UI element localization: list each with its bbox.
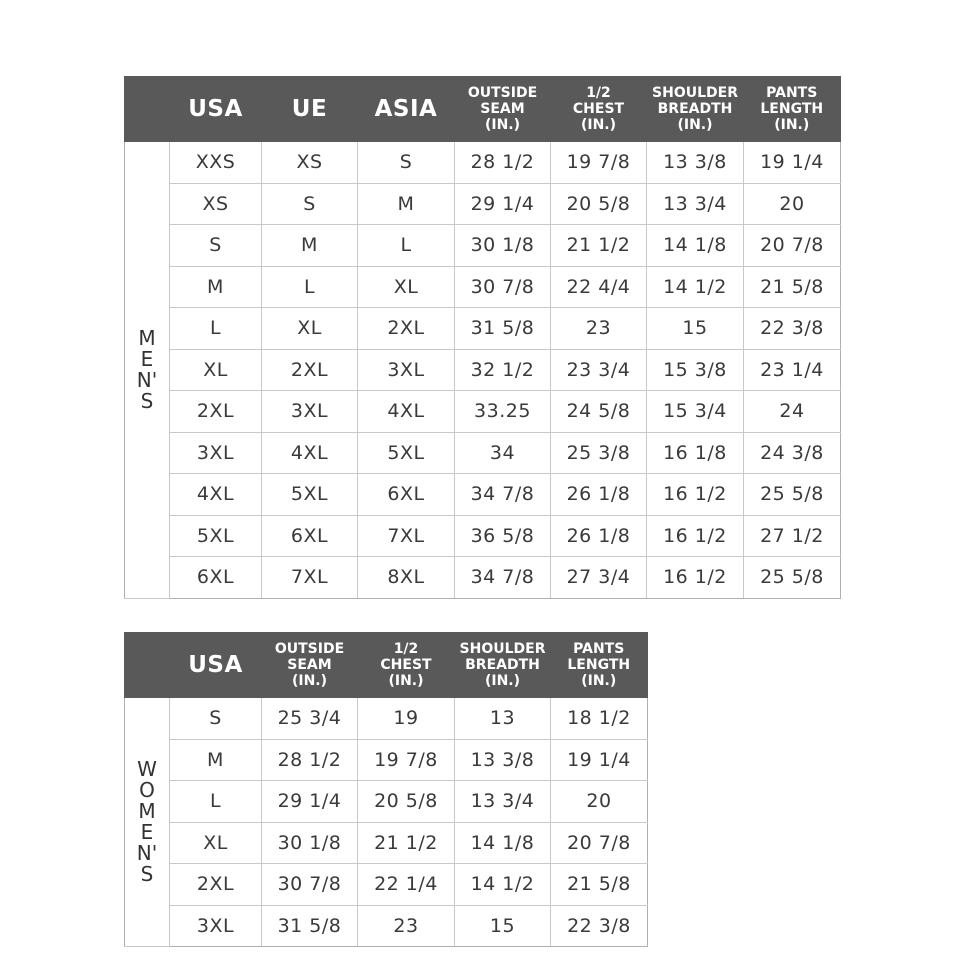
mens-table-cell: 5XL: [170, 515, 262, 557]
womens-table-cell: 20 5/8: [358, 781, 455, 823]
womens-table-cell: 13 3/8: [455, 739, 551, 781]
womens-table-cell: 30 7/8: [262, 864, 358, 906]
mens-table-cell: XL: [170, 349, 262, 391]
mens-table-cell: 2XL: [262, 349, 358, 391]
womens-table-cell: 22 1/4: [358, 864, 455, 906]
mens-table-cell: 24: [744, 391, 841, 433]
mens-table-cell: 24 3/8: [744, 432, 841, 474]
mens-size-table: [124, 76, 841, 599]
womens-table-cell: S: [170, 698, 262, 740]
womens-table-cell: 31 5/8: [262, 905, 358, 947]
mens-table-cell: 27 1/2: [744, 515, 841, 557]
mens-side-label: M E N' S: [125, 142, 170, 599]
mens-table-cell: S: [358, 142, 455, 184]
mens-header-pants-length: PANTS LENGTH (IN.): [744, 77, 841, 142]
mens-table-cell: XS: [170, 183, 262, 225]
mens-table-cell: 16 1/2: [647, 557, 744, 599]
womens-table-cell: 22 3/8: [551, 905, 648, 947]
mens-table-cell: L: [358, 225, 455, 267]
mens-table-cell: 2XL: [170, 391, 262, 433]
mens-header-ue: UE: [262, 77, 358, 142]
womens-table-row: [125, 781, 648, 823]
mens-table-cell: 25 5/8: [744, 474, 841, 516]
womens-table-cell: 21 5/8: [551, 864, 648, 906]
womens-table-cell: 18 1/2: [551, 698, 648, 740]
mens-table-cell: S: [170, 225, 262, 267]
mens-table-cell: 16 1/8: [647, 432, 744, 474]
mens-table-cell: 23 1/4: [744, 349, 841, 391]
mens-table-cell: 3XL: [358, 349, 455, 391]
womens-table-row: [125, 905, 648, 947]
womens-table-cell: 13 3/4: [455, 781, 551, 823]
mens-table-cell: M: [170, 266, 262, 308]
mens-table-cell: L: [262, 266, 358, 308]
mens-table-cell: 28 1/2: [455, 142, 551, 184]
mens-table-cell: 16 1/2: [647, 515, 744, 557]
mens-table-cell: 32 1/2: [455, 349, 551, 391]
mens-table-cell: 14 1/8: [647, 225, 744, 267]
mens-table-cell: 16 1/2: [647, 474, 744, 516]
womens-table-cell: L: [170, 781, 262, 823]
mens-table-cell: 23: [551, 308, 647, 350]
mens-table-row: [125, 266, 841, 308]
womens-table-cell: 15: [455, 905, 551, 947]
womens-header-corner: [125, 633, 170, 698]
mens-table-cell: XL: [358, 266, 455, 308]
mens-table-cell: 36 5/8: [455, 515, 551, 557]
mens-table-cell: 7XL: [358, 515, 455, 557]
womens-table-cell: 19 1/4: [551, 739, 648, 781]
mens-table-cell: 4XL: [262, 432, 358, 474]
womens-table-row: [125, 864, 648, 906]
mens-table-cell: M: [358, 183, 455, 225]
womens-table-cell: 25 3/4: [262, 698, 358, 740]
mens-table-row: [125, 142, 841, 184]
mens-table-cell: 20: [744, 183, 841, 225]
mens-table-cell: XL: [262, 308, 358, 350]
womens-table-row: [125, 698, 648, 740]
mens-header-row: [125, 77, 841, 142]
mens-table-cell: 31 5/8: [455, 308, 551, 350]
womens-table-cell: 14 1/8: [455, 822, 551, 864]
mens-table-cell: 22 3/8: [744, 308, 841, 350]
mens-table-cell: 19 1/4: [744, 142, 841, 184]
womens-table-cell: 23: [358, 905, 455, 947]
mens-table-cell: 13 3/8: [647, 142, 744, 184]
mens-table-row: [125, 432, 841, 474]
mens-table-cell: 15 3/8: [647, 349, 744, 391]
womens-table-cell: 21 1/2: [358, 822, 455, 864]
womens-table-cell: 2XL: [170, 864, 262, 906]
mens-header-asia: ASIA: [358, 77, 455, 142]
womens-header-half-chest: 1/2 CHEST (IN.): [358, 633, 455, 698]
mens-table-cell: 8XL: [358, 557, 455, 599]
mens-table-cell: 4XL: [358, 391, 455, 433]
womens-table-cell: 14 1/2: [455, 864, 551, 906]
mens-table-cell: 3XL: [170, 432, 262, 474]
womens-header-outside-seam: OUTSIDE SEAM (IN.): [262, 633, 358, 698]
mens-table-cell: 34: [455, 432, 551, 474]
mens-table-cell: 15: [647, 308, 744, 350]
mens-header-usa: USA: [170, 77, 262, 142]
mens-table-cell: 15 3/4: [647, 391, 744, 433]
mens-table-cell: 21 5/8: [744, 266, 841, 308]
mens-table-row: [125, 474, 841, 516]
mens-table-cell: 5XL: [358, 432, 455, 474]
mens-table-cell: 26 1/8: [551, 474, 647, 516]
mens-table-cell: 25 3/8: [551, 432, 647, 474]
mens-table-row: [125, 308, 841, 350]
mens-table-row: [125, 557, 841, 599]
mens-table-cell: 6XL: [358, 474, 455, 516]
mens-table-cell: 29 1/4: [455, 183, 551, 225]
mens-table-cell: 33.25: [455, 391, 551, 433]
mens-table-cell: 5XL: [262, 474, 358, 516]
womens-table-cell: M: [170, 739, 262, 781]
womens-table-cell: 28 1/2: [262, 739, 358, 781]
mens-table-cell: 3XL: [262, 391, 358, 433]
mens-table-body: [125, 142, 841, 599]
mens-table-cell: 24 5/8: [551, 391, 647, 433]
mens-table-cell: 26 1/8: [551, 515, 647, 557]
mens-table-cell: 6XL: [262, 515, 358, 557]
mens-table-cell: 30 7/8: [455, 266, 551, 308]
womens-table-cell: 19: [358, 698, 455, 740]
mens-table-cell: 34 7/8: [455, 557, 551, 599]
mens-table-cell: 14 1/2: [647, 266, 744, 308]
womens-header-shoulder-breadth: SHOULDER BREADTH (IN.): [455, 633, 551, 698]
mens-table-cell: 23 3/4: [551, 349, 647, 391]
mens-table-cell: 34 7/8: [455, 474, 551, 516]
mens-table-cell: M: [262, 225, 358, 267]
womens-table-cell: 20 7/8: [551, 822, 648, 864]
womens-header-usa: USA: [170, 633, 262, 698]
mens-table-row: [125, 183, 841, 225]
womens-size-table: [124, 632, 648, 947]
womens-table-cell: 30 1/8: [262, 822, 358, 864]
mens-table-row: [125, 391, 841, 433]
womens-table-cell: 3XL: [170, 905, 262, 947]
mens-table-cell: XS: [262, 142, 358, 184]
womens-side-label: W O M E N' S: [125, 698, 170, 947]
mens-header-outside-seam: OUTSIDE SEAM (IN.): [455, 77, 551, 142]
womens-table-cell: XL: [170, 822, 262, 864]
mens-table-cell: 6XL: [170, 557, 262, 599]
mens-table-cell: L: [170, 308, 262, 350]
mens-table-cell: 20 7/8: [744, 225, 841, 267]
womens-table-cell: 20: [551, 781, 648, 823]
mens-header-corner: [125, 77, 170, 142]
mens-table-row: [125, 349, 841, 391]
mens-table-cell: 2XL: [358, 308, 455, 350]
womens-table-cell: 29 1/4: [262, 781, 358, 823]
womens-table-row: [125, 822, 648, 864]
womens-table-row: [125, 739, 648, 781]
womens-table-body: [125, 698, 648, 947]
womens-table-cell: 13: [455, 698, 551, 740]
mens-header-shoulder-breadth: SHOULDER BREADTH (IN.): [647, 77, 744, 142]
mens-table-cell: 27 3/4: [551, 557, 647, 599]
mens-table-cell: 7XL: [262, 557, 358, 599]
mens-table-cell: 22 4/4: [551, 266, 647, 308]
mens-table-cell: 30 1/8: [455, 225, 551, 267]
mens-table-cell: 21 1/2: [551, 225, 647, 267]
mens-table-cell: 4XL: [170, 474, 262, 516]
mens-table-cell: XXS: [170, 142, 262, 184]
womens-header-row: [125, 633, 648, 698]
mens-table-row: [125, 225, 841, 267]
mens-table-cell: 19 7/8: [551, 142, 647, 184]
womens-table-cell: 19 7/8: [358, 739, 455, 781]
mens-table-cell: 13 3/4: [647, 183, 744, 225]
mens-table-row: [125, 515, 841, 557]
mens-table-cell: S: [262, 183, 358, 225]
womens-header-pants-length: PANTS LENGTH (IN.): [551, 633, 648, 698]
mens-header-half-chest: 1/2 CHEST (IN.): [551, 77, 647, 142]
mens-table-cell: 20 5/8: [551, 183, 647, 225]
mens-table-cell: 25 5/8: [744, 557, 841, 599]
